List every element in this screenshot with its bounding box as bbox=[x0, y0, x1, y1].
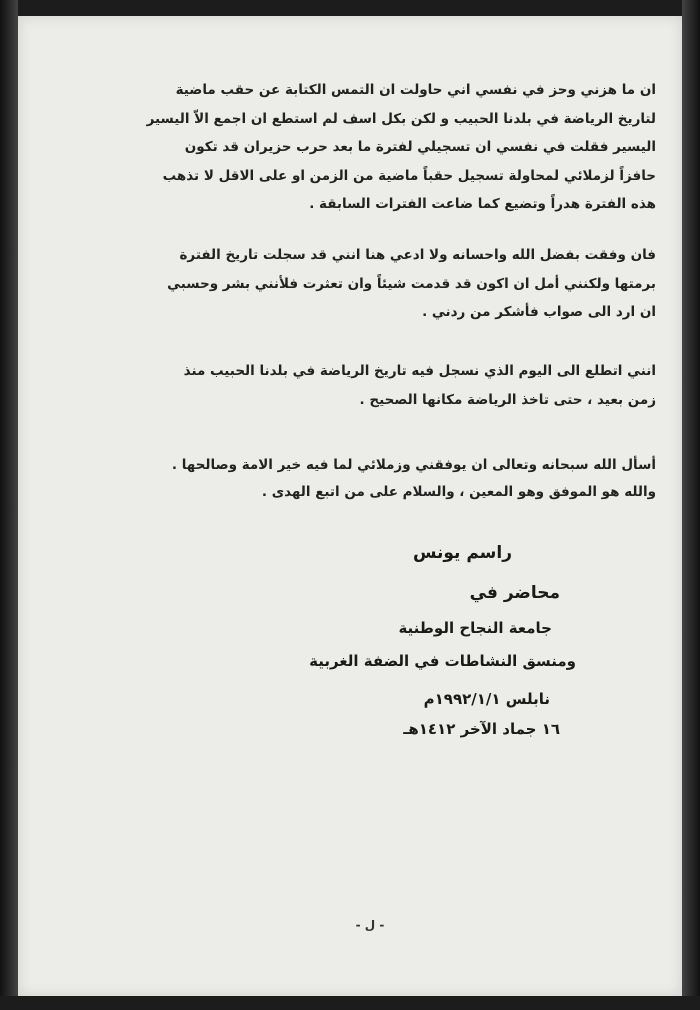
scan-border-bottom bbox=[0, 996, 700, 1010]
signature-title: محاضر في bbox=[469, 583, 560, 603]
text-line: ان ما هزني وحز في نفسي اني حاولت ان التمس الكتابة عن حقب ماضية bbox=[175, 82, 656, 98]
signature-date-gregorian: نابلس ١٩٩٢/١/١م bbox=[423, 690, 550, 708]
signature-university: جامعة النجاح الوطنية bbox=[398, 619, 552, 637]
paragraph-prayer bbox=[86, 452, 656, 506]
text-line: زمن بعيد ، حتى تاخذ الرياضة مكانها الصحيح . bbox=[359, 392, 656, 408]
text-line: اليسير فقلت في نفسي ان تسجيلي لفترة ما بعد حرب حزيران قد تكون bbox=[184, 139, 656, 155]
scan-border-top bbox=[0, 0, 700, 16]
text-line: والله هو الموفق وهو المعين ، والسلام على من اتبع الهدى . bbox=[261, 484, 656, 500]
scan-border-left bbox=[0, 0, 18, 1010]
signature-coordinator: ومنسق النشاطات في الضفة الغربية bbox=[309, 652, 576, 670]
text-line: فان وفقت بفضل الله واحسانه ولا ادعي هنا انني قد سجلت تاريخ الفترة bbox=[179, 247, 656, 263]
paragraph-hope bbox=[86, 241, 656, 327]
signature-name: راسم يونس bbox=[412, 543, 512, 563]
text-line: ان ارد الى صواب فأشكر من ردني . bbox=[422, 304, 656, 320]
text-line: هذه الفترة هدراً وتضيع كما ضاعت الفترات السابقة . bbox=[309, 196, 656, 212]
text-line: انني اتطلع الى اليوم الذي نسجل فيه تاريخ الرياضة في بلدنا الحبيب منذ bbox=[183, 363, 656, 379]
text-line: لتاريخ الرياضة في بلدنا الحبيب و لكن بكل اسف لم استطع ان اجمع الاّ اليسير bbox=[146, 110, 656, 127]
text-line: حافزاً لزملائي لمحاولة تسجيل حقباً ماضية من الزمن او على الاقل لا تذهب bbox=[162, 167, 656, 184]
signature-date-hijri: ١٦ جماد الآخر ١٤١٢هـ bbox=[403, 720, 560, 738]
page-marker: - ل - bbox=[355, 918, 385, 932]
text-line: أسأل الله سبحانه وتعالى ان يوفقني وزملائي لما فيه خير الامة وصالحها . bbox=[171, 457, 656, 473]
paragraph-aspiration bbox=[86, 357, 656, 415]
paragraph-intro bbox=[86, 76, 656, 219]
text-line: برمتها ولكنني أمل ان اكون قد قدمت شيئاً وان تعثرت فلأنني بشر وحسبي bbox=[167, 275, 656, 292]
scan-border-right bbox=[682, 0, 700, 1010]
